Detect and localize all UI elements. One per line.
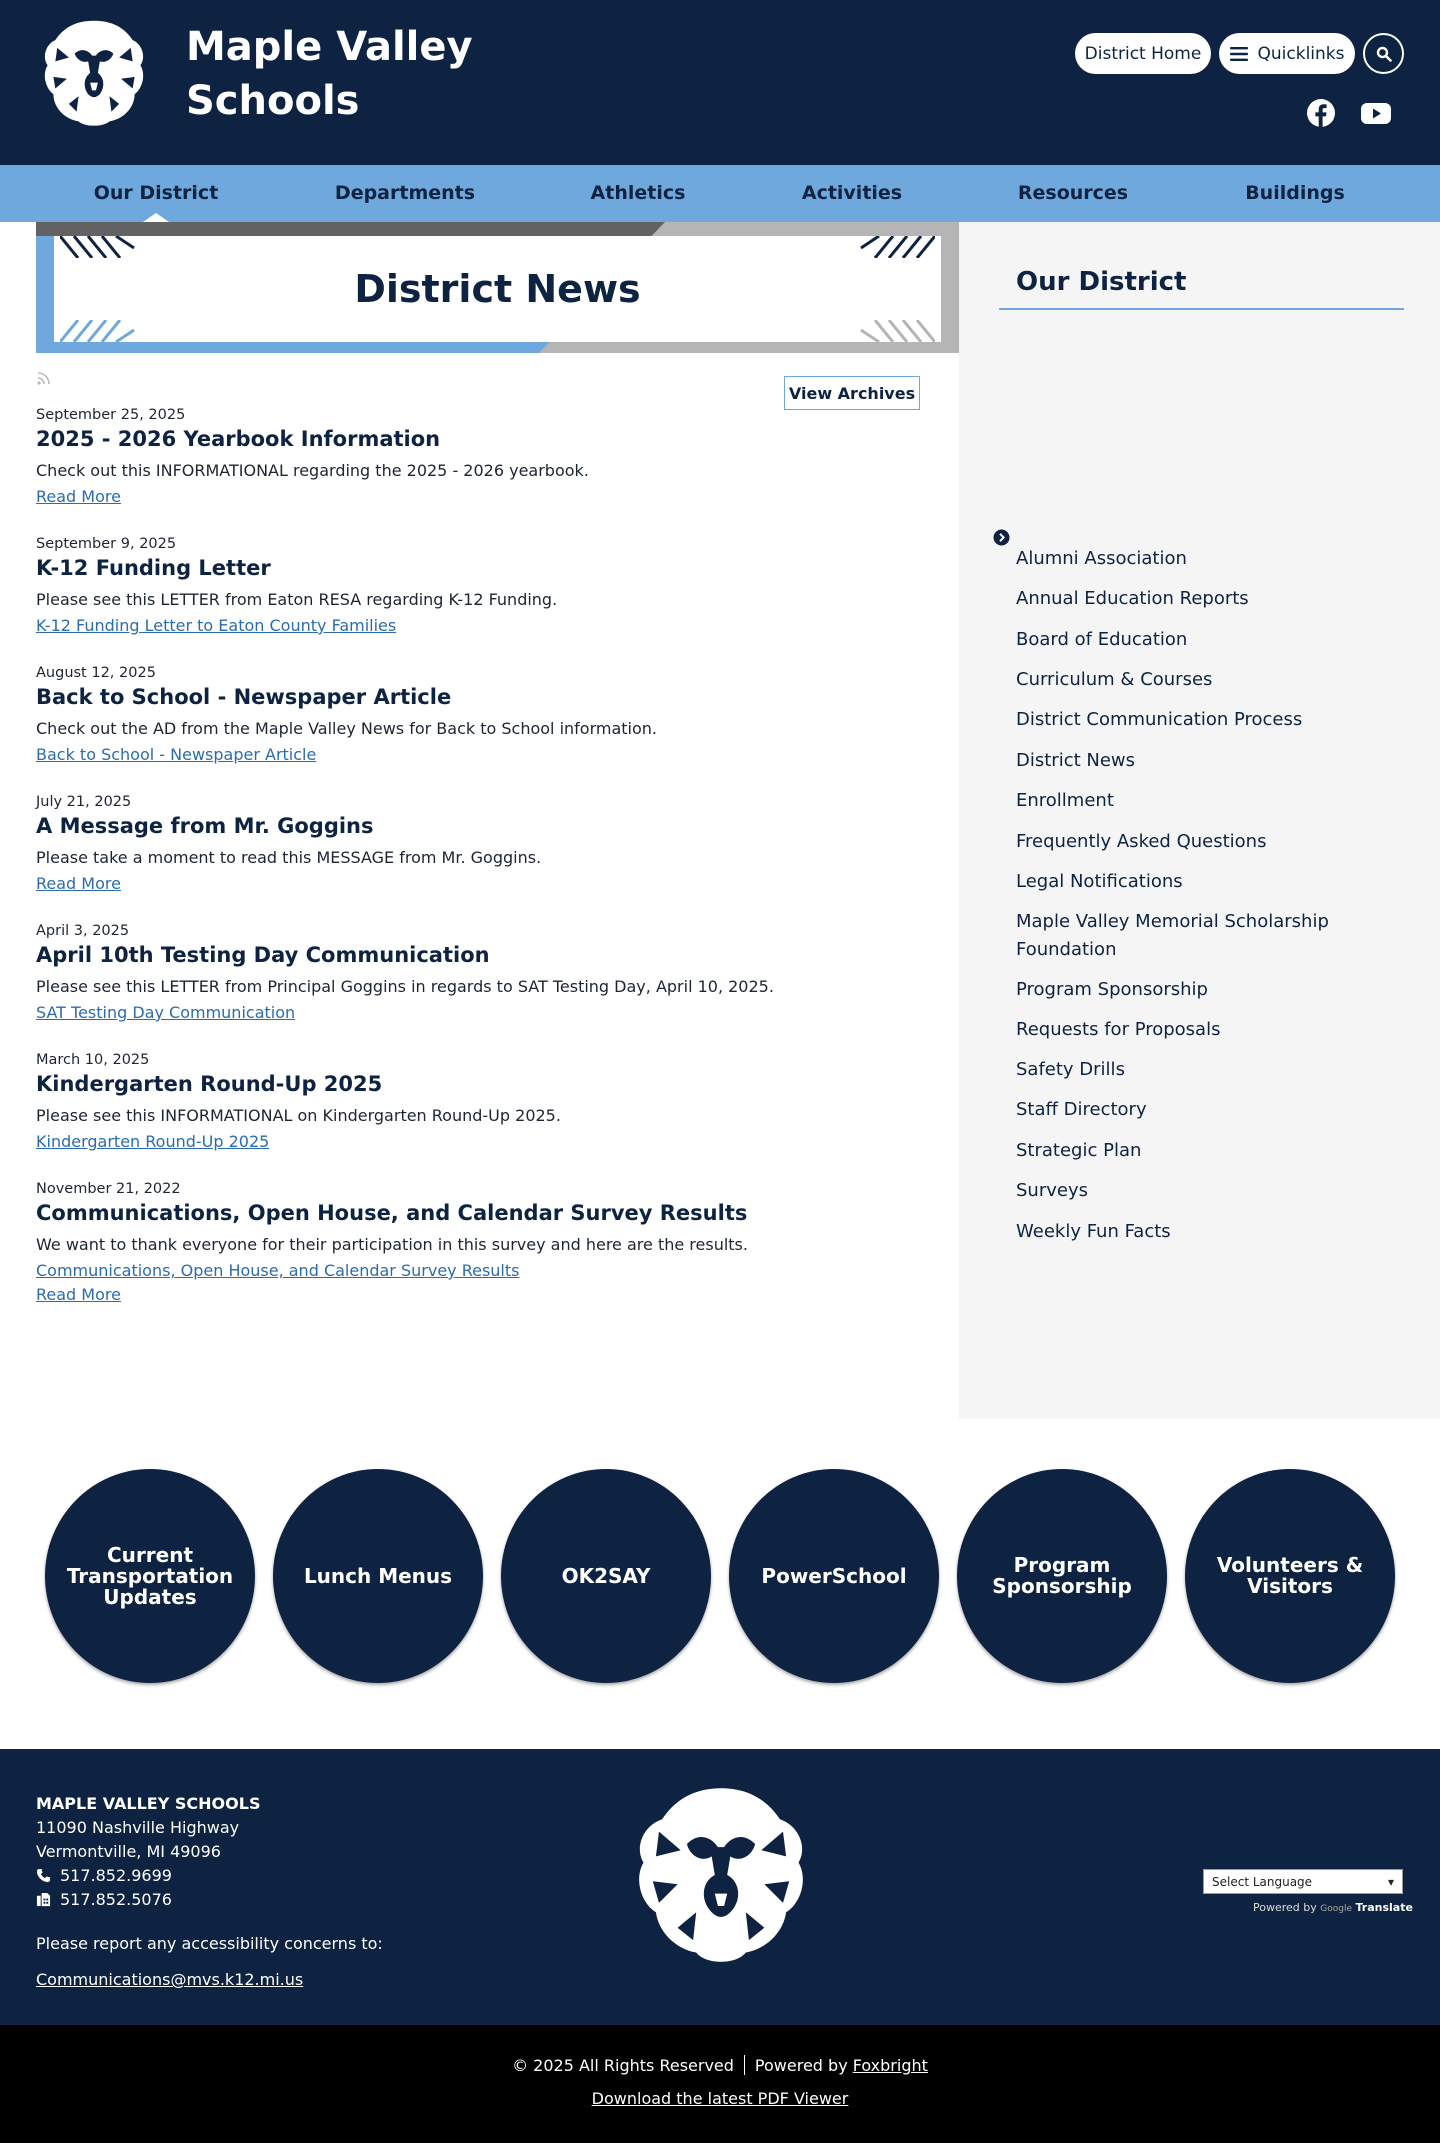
- sidebar-item-enrollment[interactable]: Enrollment: [1016, 790, 1114, 811]
- search-button[interactable]: [1363, 33, 1404, 74]
- sidebar-item-faq[interactable]: Frequently Asked Questions: [1016, 831, 1267, 852]
- news-read-more-link[interactable]: Read More: [36, 487, 121, 506]
- news-description: Please see this LETTER from Principal Goggins in regards to SAT Testing Day, April 10, 2025.: [36, 977, 774, 996]
- news-title[interactable]: Kindergarten Round-Up 2025: [36, 1072, 383, 1096]
- powered-by-text: Powered by: [754, 2056, 848, 2075]
- quick-link-powerschool[interactable]: PowerSchool: [729, 1469, 939, 1683]
- news-read-more-link[interactable]: Read More: [36, 874, 121, 893]
- search-icon: [1376, 46, 1392, 62]
- chevron-circle-right-icon: [993, 529, 1010, 546]
- site-header: [0, 0, 1440, 165]
- news-item: [36, 923, 936, 1052]
- footer-address-line1: 11090 Nashville Highway: [36, 1818, 240, 1837]
- sidebar-item-requests-for-proposals[interactable]: Requests for Proposals: [1016, 1019, 1221, 1040]
- news-description: Please see this INFORMATIONAL on Kindergarten Round-Up 2025.: [36, 1106, 561, 1125]
- news-item: [36, 407, 936, 536]
- translate-label: Translate: [1355, 1901, 1413, 1914]
- news-link[interactable]: K-12 Funding Letter to Eaton County Families: [36, 616, 397, 635]
- news-description: Check out this INFORMATIONAL regarding the 2025 - 2026 yearbook.: [36, 461, 589, 480]
- sidebar-item-annual-education-reports[interactable]: Annual Education Reports: [1016, 588, 1249, 609]
- sidebar-item-alumni-association[interactable]: Alumni Association: [1016, 548, 1187, 569]
- nav-departments[interactable]: Departments: [334, 182, 476, 204]
- news-title[interactable]: Communications, Open House, and Calendar Survey Results: [36, 1201, 748, 1225]
- facebook-icon[interactable]: [1306, 98, 1336, 128]
- news-link[interactable]: Back to School - Newspaper Article: [36, 745, 317, 764]
- news-title[interactable]: A Message from Mr. Goggins: [36, 814, 374, 838]
- rss-icon[interactable]: [36, 370, 52, 386]
- nav-buildings[interactable]: Buildings: [1245, 182, 1345, 204]
- site-title[interactable]: [186, 20, 473, 128]
- news-link[interactable]: SAT Testing Day Communication: [36, 1003, 296, 1022]
- divider: [744, 2055, 745, 2075]
- sidebar-item-district-communication-process[interactable]: District Communication Process: [1016, 709, 1303, 730]
- sidebar-item-staff-directory[interactable]: Staff Directory: [1016, 1099, 1147, 1120]
- nav-our-district[interactable]: Our District: [93, 182, 219, 204]
- fax-icon: [36, 1892, 51, 1907]
- google-translate-credit: [1253, 1901, 1413, 1914]
- sidebar-item-curriculum-courses[interactable]: Curriculum & Courses: [1016, 669, 1213, 690]
- quick-links-section: [0, 1419, 1440, 1749]
- lion-logo-icon: [628, 1777, 814, 1973]
- lion-logo-icon[interactable]: [36, 12, 152, 134]
- footer-address-line2: Vermontville, MI 49096: [36, 1842, 221, 1861]
- main-nav: [0, 165, 1440, 222]
- news-description: Please take a moment to read this MESSAGE from Mr. Goggins.: [36, 848, 542, 867]
- banner-card: [54, 236, 941, 342]
- nav-athletics[interactable]: Athletics: [590, 182, 686, 204]
- news-date: August 12, 2025: [36, 665, 156, 681]
- news-read-more-link[interactable]: Read More: [36, 1285, 121, 1304]
- footer-fax: [36, 1890, 172, 1909]
- news-title[interactable]: Back to School - Newspaper Article: [36, 685, 452, 709]
- copyright-row: [0, 2055, 1440, 2075]
- chevron-down-icon: ▾: [1387, 1874, 1394, 1889]
- translate-powered-by: Powered by: [1253, 1901, 1317, 1914]
- quick-link-transportation[interactable]: Current Transportation Updates: [45, 1469, 255, 1683]
- quicklinks-button[interactable]: [1219, 33, 1355, 74]
- footer-phone-number: 517.852.9699: [60, 1866, 172, 1885]
- news-list: [36, 407, 936, 1310]
- hatch-decoration-icon: [851, 236, 935, 258]
- news-title[interactable]: K-12 Funding Letter: [36, 556, 271, 580]
- phone-icon: [36, 1868, 51, 1883]
- sidebar-item-weekly-fun-facts[interactable]: Weekly Fun Facts: [1016, 1221, 1171, 1242]
- footer-phone[interactable]: [36, 1866, 172, 1885]
- news-description: We want to thank everyone for their participation in this survey and here are the results.: [36, 1235, 748, 1254]
- news-date: July 21, 2025: [36, 794, 132, 810]
- news-item: [36, 536, 936, 665]
- pdf-viewer-link[interactable]: Download the latest PDF Viewer: [591, 2089, 849, 2108]
- news-link[interactable]: Communications, Open House, and Calendar Survey Results: [36, 1261, 520, 1280]
- sidebar-item-safety-drills[interactable]: Safety Drills: [1016, 1059, 1125, 1080]
- hatch-decoration-icon: [60, 320, 144, 342]
- sidebar-item-strategic-plan[interactable]: Strategic Plan: [1016, 1140, 1142, 1161]
- bottom-bar: [0, 2025, 1440, 2143]
- bars-icon: [1230, 46, 1248, 62]
- news-title[interactable]: 2025 - 2026 Yearbook Information: [36, 427, 441, 451]
- sidebar-item-scholarship-foundation[interactable]: Maple Valley Memorial Scholarship Foundation: [1016, 911, 1329, 960]
- copyright-text: © 2025 All Rights Reserved: [512, 2056, 734, 2075]
- sidebar-item-board-of-education[interactable]: Board of Education: [1016, 629, 1188, 650]
- language-select-value: Select Language: [1212, 1874, 1313, 1889]
- news-item: [36, 1052, 936, 1181]
- nav-active-indicator: [143, 213, 169, 222]
- sidebar-item-program-sponsorship[interactable]: Program Sponsorship: [1016, 979, 1208, 1000]
- quick-link-ok2say[interactable]: OK2SAY: [501, 1469, 711, 1683]
- view-archives-button[interactable]: View Archives: [784, 376, 920, 410]
- site-title-line2: Schools: [186, 78, 360, 124]
- language-select[interactable]: [1203, 1869, 1403, 1894]
- news-date: November 21, 2022: [36, 1181, 181, 1197]
- quick-link-lunch-menus[interactable]: Lunch Menus: [273, 1469, 483, 1683]
- news-item: [36, 794, 936, 923]
- site-footer: [0, 1749, 1440, 2025]
- news-date: September 9, 2025: [36, 536, 177, 552]
- news-description: Check out the AD from the Maple Valley News for Back to School information.: [36, 719, 658, 738]
- news-date: September 25, 2025: [36, 407, 186, 423]
- news-date: March 10, 2025: [36, 1052, 150, 1068]
- footer-fax-number: 517.852.5076: [60, 1890, 172, 1909]
- nav-resources[interactable]: Resources: [1017, 182, 1129, 204]
- sidebar-item-district-news[interactable]: District News: [1016, 750, 1136, 771]
- quick-link-volunteers-visitors[interactable]: Volunteers & Visitors: [1185, 1469, 1395, 1683]
- quick-link-program-sponsorship[interactable]: Program Sponsorship: [957, 1469, 1167, 1683]
- nav-activities[interactable]: Activities: [801, 182, 903, 204]
- news-date: April 3, 2025: [36, 923, 130, 939]
- page-title: District News: [354, 267, 641, 311]
- news-description: Please see this LETTER from Eaton RESA regarding K-12 Funding.: [36, 590, 558, 609]
- hatch-decoration-icon: [60, 236, 144, 258]
- sidebar-item-legal-notifications[interactable]: Legal Notifications: [1016, 871, 1183, 892]
- sidebar-title: Our District: [1016, 267, 1187, 297]
- news-title[interactable]: April 10th Testing Day Communication: [36, 943, 490, 967]
- vendor-link[interactable]: Foxbright: [852, 2056, 928, 2075]
- news-item: [36, 1181, 936, 1310]
- main-content: [0, 222, 1440, 1419]
- hatch-decoration-icon: [851, 320, 935, 342]
- news-link[interactable]: Kindergarten Round-Up 2025: [36, 1132, 270, 1151]
- google-wordmark: Google: [1320, 1904, 1353, 1914]
- quicklinks-label: Quicklinks: [1257, 43, 1345, 64]
- sidebar: [959, 222, 1440, 1419]
- footer-email-link[interactable]: Communications@mvs.k12.mi.us: [36, 1970, 304, 1989]
- sidebar-divider: [999, 308, 1404, 310]
- sidebar-item-surveys[interactable]: Surveys: [1016, 1180, 1088, 1201]
- youtube-icon[interactable]: [1360, 98, 1392, 128]
- district-home-button[interactable]: District Home: [1075, 33, 1211, 74]
- footer-accessibility-text: Please report any accessibility concerns to:: [36, 1934, 383, 1953]
- page-banner: [36, 222, 959, 353]
- news-item: [36, 665, 936, 794]
- site-title-line1: Maple Valley: [186, 24, 473, 70]
- footer-school-name: MAPLE VALLEY SCHOOLS: [36, 1794, 261, 1813]
